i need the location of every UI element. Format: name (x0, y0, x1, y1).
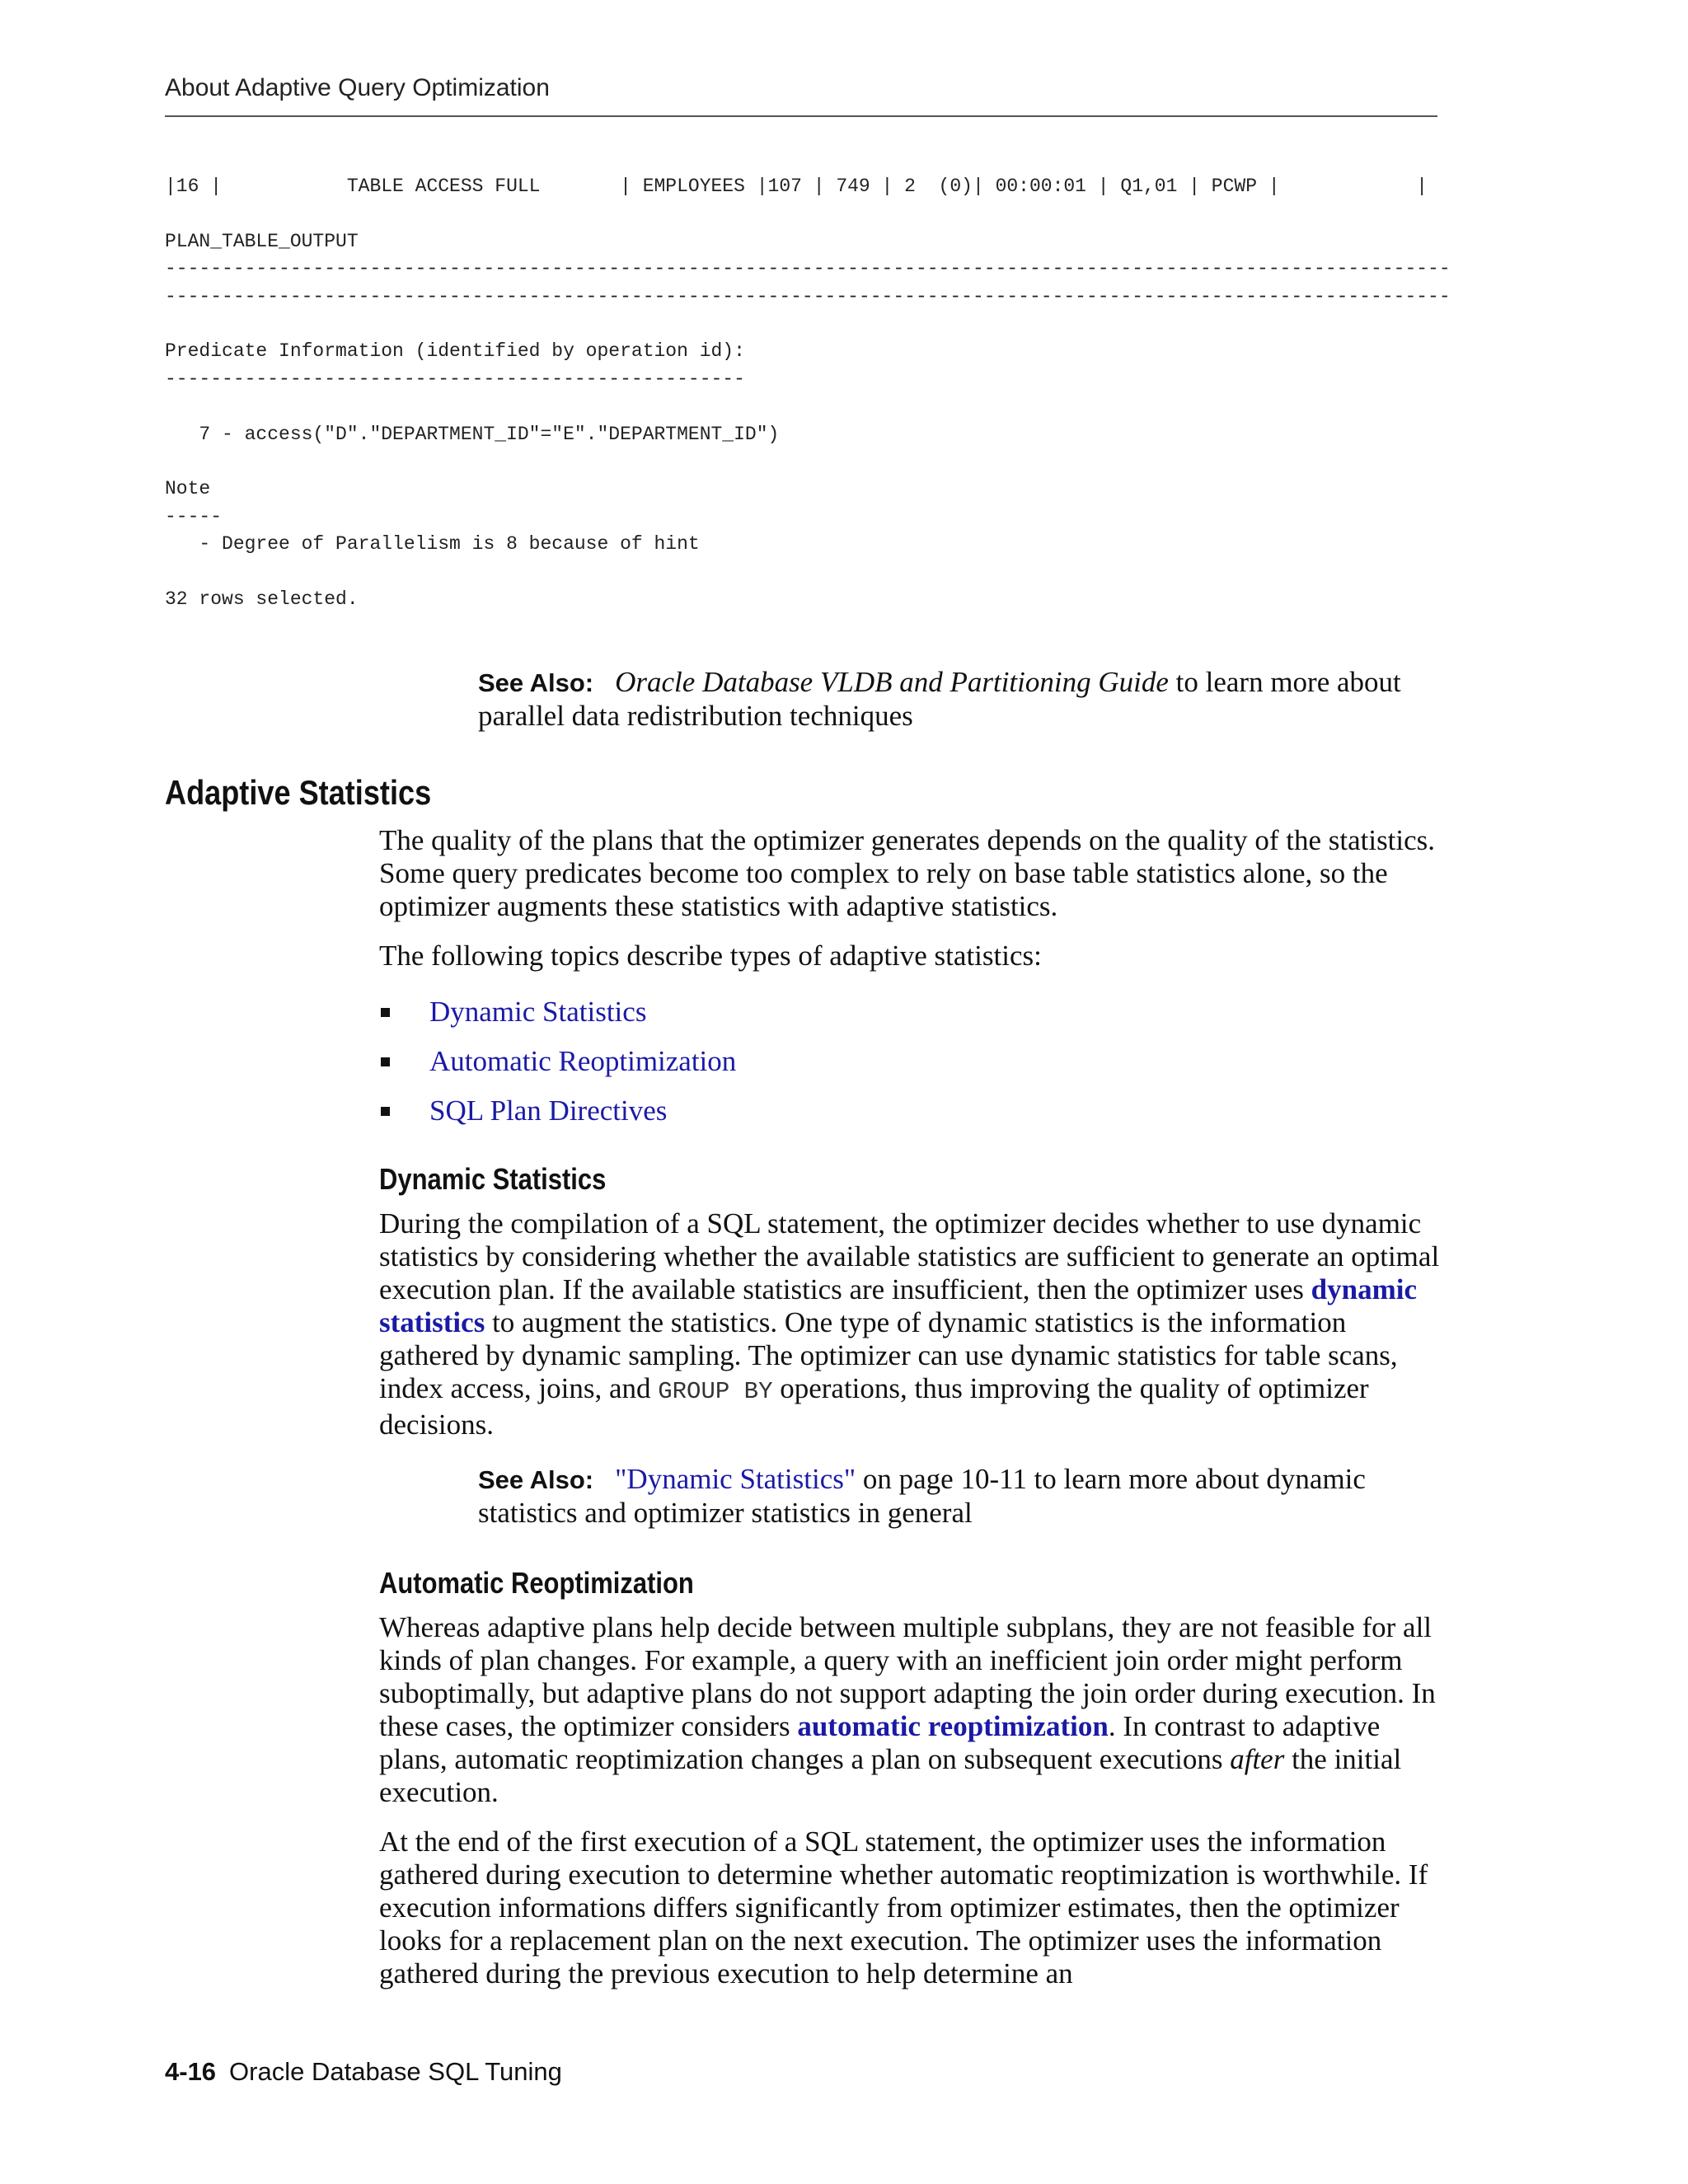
code-line: Predicate Information (identified by operation id): (165, 340, 745, 363)
topic-link-automatic-reoptimization[interactable]: Automatic Reoptimization (429, 1045, 737, 1077)
see-also-label: See Also: (478, 668, 594, 697)
subsection-heading-dynamic: Dynamic Statistics (379, 1162, 607, 1196)
see-also-text: to learn more about parallel data redistribution techniques (478, 666, 1401, 732)
book-title: Oracle Database VLDB and Partitioning Guide (615, 666, 1169, 698)
list-item (379, 1037, 736, 1086)
code-line: 7 - access("D"."DEPARTMENT_ID"="E"."DEPARTMENT_ID") (165, 423, 780, 445)
section-intro: The quality of the plans that the optimizer generates depends on the quality of the statistics. Some query predicates become too complex to rely on base table statistics alone, so the optimizer augments these statistics with adaptive statistics. (379, 824, 1436, 922)
page-number: 4-16 (165, 2057, 217, 2086)
see-also-note-vldb (478, 666, 1426, 733)
text-run: operations, thus improving the quality of optimizer decisions. (379, 1372, 1369, 1441)
text-run: Whereas adaptive plans help decide between multiple subplans, they are not feasible for all kinds of plan changes. For example, a query with an inefficient join order might perform suboptimally, but adaptive plans do not support adapting the join order during execution. In these cases, the optimizer considers (379, 1611, 1436, 1742)
plan-output-code (165, 173, 1451, 614)
code-line: Note (165, 478, 211, 500)
glossary-link-dynamic-statistics[interactable]: dynamic statistics (379, 1273, 1418, 1338)
code-line: 32 rows selected. (165, 588, 359, 611)
see-also-text: on page 10-11 to learn more about dynamic statistics and optimizer statistics in general (478, 1463, 1366, 1529)
subsection-heading-reoptimization: Automatic Reoptimization (379, 1566, 694, 1600)
bullet-icon (381, 1057, 390, 1066)
glossary-link-automatic-reoptimization[interactable]: automatic reoptimization (797, 1710, 1109, 1742)
topics-intro: The following topics describe types of adaptive statistics: (379, 940, 1042, 972)
text-run: to augment the statistics. One type of dynamic statistics is the information gathered by dynamic sampling. The optimizer can use dynamic statistics for table scans, index access, joins, and (379, 1306, 1398, 1404)
topic-list (379, 987, 736, 1136)
bullet-icon (381, 1107, 390, 1116)
section-heading: Adaptive Statistics (165, 773, 432, 812)
running-header: About Adaptive Query Optimization (165, 74, 550, 101)
reopt-paragraph-1 (379, 1611, 1442, 1809)
code-line: --------------------------------------------------- (165, 368, 745, 390)
emphasis: after (1230, 1743, 1285, 1775)
list-item (379, 1086, 736, 1136)
book-name: Oracle Database SQL Tuning (229, 2057, 562, 2086)
text-run: the initial execution. (379, 1743, 1402, 1808)
text-run: . In contrast to adaptive plans, automatic reoptimization changes a plan on subsequent executions (379, 1710, 1381, 1775)
topic-link-sql-plan-directives[interactable]: SQL Plan Directives (429, 1094, 668, 1127)
topic-link-dynamic-statistics[interactable]: Dynamic Statistics (429, 996, 647, 1028)
header-rule (165, 115, 1437, 117)
code-line: ----- (165, 505, 223, 527)
see-also-label: See Also: (478, 1465, 594, 1494)
code-line: ----------------------------------------------------------------------------------------------------------------- (165, 258, 1451, 280)
see-also-note-dynamic (478, 1463, 1426, 1530)
code-line: ----------------------------------------------------------------------------------------------------------------- (165, 285, 1451, 307)
reopt-paragraph-2: At the end of the first execution of a SQL statement, the optimizer uses the information gathered during execution to determine whether automatic reoptimization is worthwhile. If execution informations differs significantly from optimizer estimates, then the optimizer looks for a replacement plan on the next execution. The optimizer uses the information gathered during the previous execution to help determine an (379, 1825, 1428, 1990)
code-line: |16 | TABLE ACCESS FULL | EMPLOYEES |107 | 749 | 2 (0)| 00:00:01 | Q1,01 | PCWP | | (165, 176, 1428, 197)
xref-link-dynamic-statistics[interactable]: "Dynamic Statistics" (615, 1463, 856, 1495)
page-footer (165, 2057, 562, 2087)
code-line: PLAN_TABLE_OUTPUT (165, 230, 359, 252)
text-run: During the compilation of a SQL statement, the optimizer decides whether to use dynamic statistics by considering whether the available statistics are sufficient to generate an optimal execution plan. If the available statistics are insufficient, then the optimizer uses (379, 1207, 1440, 1305)
code-line: - Degree of Parallelism is 8 because of hint (165, 533, 700, 555)
list-item (379, 987, 736, 1037)
dynamic-paragraph (379, 1207, 1442, 1441)
bullet-icon (381, 1008, 390, 1017)
code-keyword: GROUP BY (658, 1378, 773, 1405)
